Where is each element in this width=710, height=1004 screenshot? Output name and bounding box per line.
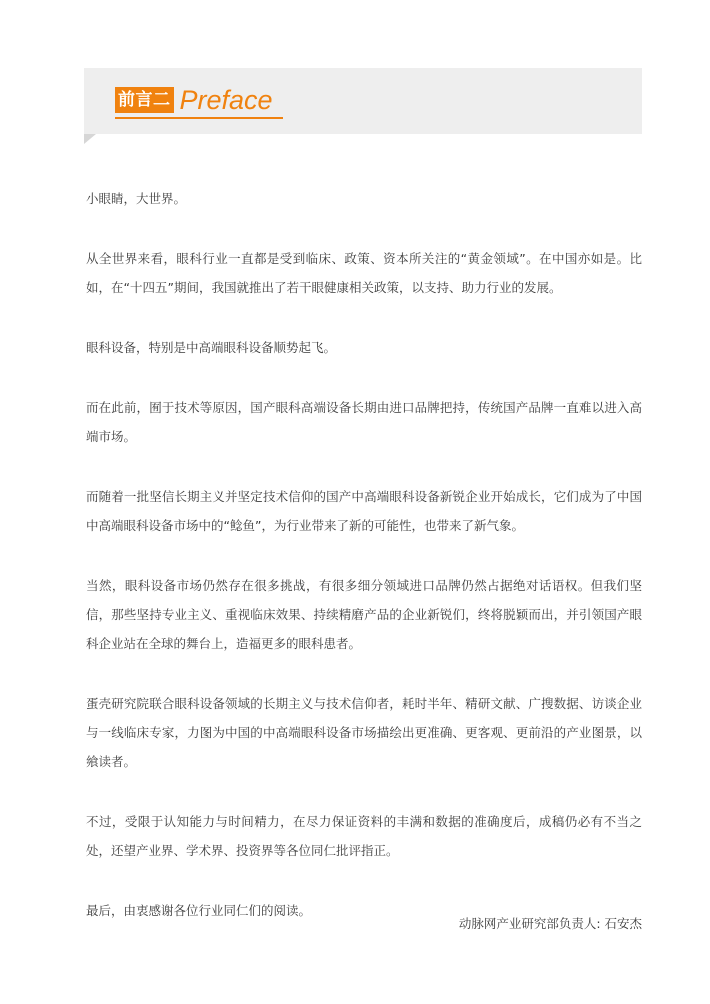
title-underline xyxy=(115,117,283,119)
paragraph: 而随着一批坚信长期主义并坚定技术信仰的国产中高端眼科设备新锐企业开始成长，它们成为了中国中高端眼科设备市场中的“鲶鱼”，为行业带来了新的可能性，也带来了新气象。 xyxy=(86,489,642,533)
paragraph: 小眼睛，大世界。 xyxy=(86,191,187,206)
paragraph: 不过，受限于认知能力与时间精力，在尽力保证资料的丰满和数据的准确度后，成稿仍必有不当之处，还望产业界、学术界、投资界等各位同仁批评指正。 xyxy=(86,814,642,858)
page-title xyxy=(115,84,273,116)
paragraph: 最后，由衷感谢各位行业同仁们的阅读。 xyxy=(86,903,312,918)
header-fold-decoration xyxy=(84,134,96,144)
signature: 动脉网产业研究部负责人: 石安杰 xyxy=(458,916,642,931)
title-english: Preface xyxy=(179,85,273,115)
paragraph: 眼科设备，特别是中高端眼科设备顺势起飞。 xyxy=(86,340,337,355)
title-chinese: 前言二 xyxy=(115,87,174,113)
paragraph: 当然，眼科设备市场仍然存在很多挑战，有很多细分领域进口品牌仍然占据绝对话语权。但我们坚信，那些坚持专业主义、重视临床效果、持续精磨产品的企业新锐们，终将脱颖而出，并引领国产眼科企业站在全球的舞台上，造福更多的眼科患者。 xyxy=(86,578,642,651)
paragraph: 蛋壳研究院联合眼科设备领域的长期主义与技术信仰者，耗时半年、精研文献、广搜数据、访谈企业与一线临床专家，力图为中国的中高端眼科设备市场描绘出更准确、更客观、更前沿的产业图景，以飨读者。 xyxy=(86,696,642,769)
paragraph: 而在此前，囿于技术等原因，国产眼科高端设备长期由进口品牌把持，传统国产品牌一直难以进入高端市场。 xyxy=(86,400,642,444)
paragraph: 从全世界来看，眼科行业一直都是受到临床、政策、资本所关注的“黄金领域”。在中国亦如是。比如，在“十四五”期间，我国就推出了若干眼健康相关政策，以支持、助力行业的发展。 xyxy=(86,251,642,295)
preface-body xyxy=(86,184,642,956)
